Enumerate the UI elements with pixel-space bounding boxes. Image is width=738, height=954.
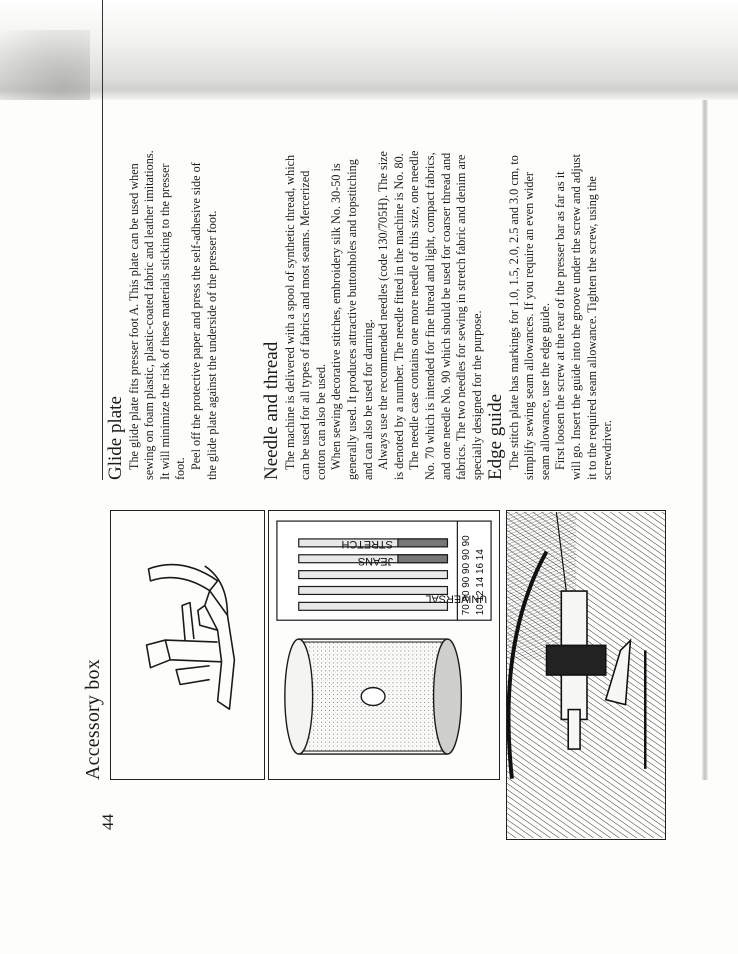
needle-label-universal: UNIVERSAL <box>425 592 488 605</box>
glide-plate-figure <box>110 510 265 780</box>
paragraph: The glide plate fits presser foot A. This plate can be used when sewing on foam plastic, plastic-coated fabric and leather imitations. It will minimize the risk of these materials sticking to the presser foot. <box>126 150 188 480</box>
section-title: Needle and thread <box>261 341 282 480</box>
manual-page <box>70 0 670 830</box>
page-number: 44 <box>100 814 117 830</box>
page-header: Accessory box <box>82 659 104 780</box>
page-edge-shadow <box>702 100 708 780</box>
section-edge-guide <box>485 150 616 480</box>
needle-label-jeans: JEANS <box>357 554 393 567</box>
spool-and-needles-illustration <box>269 511 499 779</box>
section-glide-plate <box>105 150 220 480</box>
section-title: Edge guide <box>485 393 506 480</box>
paragraph: The needle case contains one more needle of this size, one needle No. 70 which is intended for fine thread and light, compact fabrics, and one needle No. 90 which should be used for coarser thread and fabrics. The two needles for sewing in stretch fabric and denim are specially designed for the purpose. <box>407 150 484 480</box>
section-needle-thread <box>261 150 485 480</box>
paragraph: The stitch plate has markings for 1.0, 1.5, 2.0, 2.5 and 3.0 cm, to simplify sewing seam allowances. If you require an even wider seam allowance, use the edge guide. <box>506 155 552 480</box>
top-rule <box>102 0 103 480</box>
paragraph: First loosen the screw at the rear of the presser bar as far as it will go. Insert the guide into the groove under the screw and adjust it to the required seam allowance. Tighten the screw, using the screwdriver. <box>553 154 615 480</box>
needle-thread-figure <box>268 510 500 780</box>
edge-guide-figure <box>506 510 666 840</box>
paragraph: The machine is delivered with a spool of synthetic thread, which can be used for all types of fabrics and most seams. Mercerized cotton can also be used. <box>282 154 328 480</box>
edge-guide-illustration <box>507 511 665 839</box>
needle-sizes-bottom: 10 12 14 16 14 <box>475 549 487 616</box>
paragraph: When sewing decorative stitches, embroidery silk No. 30-50 is generally used. It produces attractive buttonholes and topstitching and can also be used for darning. <box>329 159 375 480</box>
thread-spool-icon <box>285 639 461 754</box>
paragraph: Peel off the protective paper and press the self-adhesive side of the glide plate against the underside of the presser foot. <box>188 162 219 480</box>
presser-foot-illustration <box>111 511 264 779</box>
section-title: Glide plate <box>105 396 126 480</box>
paragraph: Always use the recommended needles (code 130/705H). The size is denoted by a number. The needle fitted in the machine is No. 80. <box>376 151 406 480</box>
needle-sizes-top: 70 80 90 90 90 90 <box>461 535 473 616</box>
needle-label-stretch: STRETCH <box>341 537 393 550</box>
